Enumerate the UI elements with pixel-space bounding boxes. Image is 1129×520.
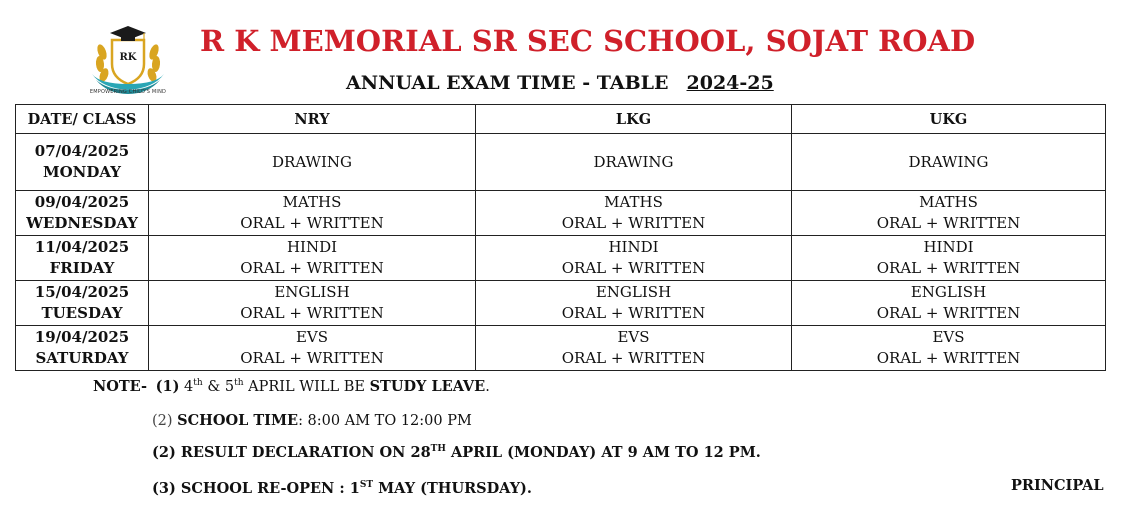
school-name: R K MEMORIAL SR SEC SCHOOL, SOJAT ROAD [200,24,976,58]
note-suffix: th [193,378,203,389]
exam-mode: ORAL + WRITTEN [876,349,1021,367]
exam-mode: ORAL + WRITTEN [240,304,384,322]
note-day: 4 [184,379,194,395]
note-text: APRIL WILL BE [248,379,365,395]
subject-cell [792,134,1106,191]
subject-cell [149,326,476,371]
logo-initials: RK [119,52,137,63]
note-amp: & [207,379,221,395]
principal-signature: PRINCIPAL [1011,477,1104,494]
subject-cell [476,281,792,326]
subject-cell [792,236,1106,281]
exam-mode: ORAL + WRITTEN [240,349,384,367]
note-3 [152,444,761,461]
subject-cell [476,326,792,371]
subject-name: EVS [932,328,965,346]
exam-day: TUESDAY [41,304,123,322]
exam-mode: ORAL + WRITTEN [876,214,1021,232]
exam-date: 07/04/2025 [34,142,130,160]
table-header-row [16,105,1106,134]
exam-mode: ORAL + WRITTEN [876,259,1021,277]
exam-mode: ORAL + WRITTEN [561,304,706,322]
date-cell [16,134,149,191]
subject-name: HINDI [286,238,338,256]
note-suffix: TH [430,444,446,455]
note-1 [93,378,490,395]
exam-timetable [15,104,1106,371]
exam-day: FRIDAY [49,259,115,277]
exam-title [346,72,774,94]
note-2 [152,412,472,429]
note-suffix: ST [359,480,374,491]
subject-cell [476,134,792,191]
exam-title-text: ANNUAL EXAM TIME - TABLE [346,72,669,94]
school-time-label: SCHOOL TIME [177,412,299,429]
subject-cell [476,191,792,236]
date-cell [16,236,149,281]
session-year: 2024-25 [686,72,774,94]
exam-day: WEDNESDAY [26,214,138,232]
school-time-value: : 8:00 AM TO 12:00 PM [298,413,472,429]
subject-name: MATHS [604,193,663,211]
exam-mode: ORAL + WRITTEN [561,349,706,367]
subject-name: EVS [295,328,329,346]
subject-name: DRAWING [593,152,674,171]
exam-date: 09/04/2025 [34,193,130,211]
subject-name: DRAWING [272,152,352,171]
subject-name: MATHS [919,193,978,211]
note-label: NOTE- [93,378,148,395]
exam-date: 19/04/2025 [34,328,130,346]
column-header: DATE/ CLASS [16,105,149,134]
table-row [16,134,1106,191]
subject-name: DRAWING [908,152,989,171]
exam-day: MONDAY [43,163,121,181]
note-day: 5 [224,379,235,395]
note-suffix: th [234,378,244,389]
exam-date: 11/04/2025 [34,238,130,256]
subject-cell [149,191,476,236]
subject-cell [792,281,1106,326]
table-row [16,281,1106,326]
subject-cell [792,191,1106,236]
column-header: NRY [149,105,476,134]
subject-name: ENGLISH [274,283,350,301]
study-leave-text: STUDY LEAVE [369,378,486,395]
note-end: . [485,379,490,395]
exam-mode: ORAL + WRITTEN [561,214,706,232]
subject-name: ENGLISH [910,283,987,301]
table-row [16,326,1106,371]
subject-name: HINDI [923,238,974,256]
date-cell [16,326,149,371]
date-cell [16,281,149,326]
note-4 [152,480,532,497]
exam-day: SATURDAY [35,349,129,367]
exam-mode: ORAL + WRITTEN [561,259,706,277]
column-header: UKG [792,105,1106,134]
subject-name: HINDI [608,238,659,256]
subject-name: MATHS [282,193,342,211]
date-cell [16,191,149,236]
subject-name: EVS [617,328,650,346]
school-logo [88,22,168,98]
subject-cell [792,326,1106,371]
result-text: (2) RESULT DECLARATION ON 28 [152,444,431,461]
exam-mode: ORAL + WRITTEN [876,304,1021,322]
exam-mode: ORAL + WRITTEN [240,259,384,277]
subject-cell [149,134,476,191]
logo-caption: EMPOWERING CHILD'S MIND [89,89,167,95]
reopen-text-end: MAY (THURSDAY). [378,480,532,497]
table-row [16,236,1106,281]
exam-date: 15/04/2025 [34,283,130,301]
result-text-end: APRIL (MONDAY) AT 9 AM TO 12 PM. [450,444,761,461]
reopen-text: (3) SCHOOL RE-OPEN : 1 [152,480,360,497]
column-header: LKG [476,105,792,134]
table-row [16,191,1106,236]
exam-mode: ORAL + WRITTEN [240,214,384,232]
subject-cell [476,236,792,281]
subject-name: ENGLISH [595,283,672,301]
note-number: (2) [152,413,173,429]
note-number: (1) [155,378,180,395]
subject-cell [149,281,476,326]
subject-cell [149,236,476,281]
